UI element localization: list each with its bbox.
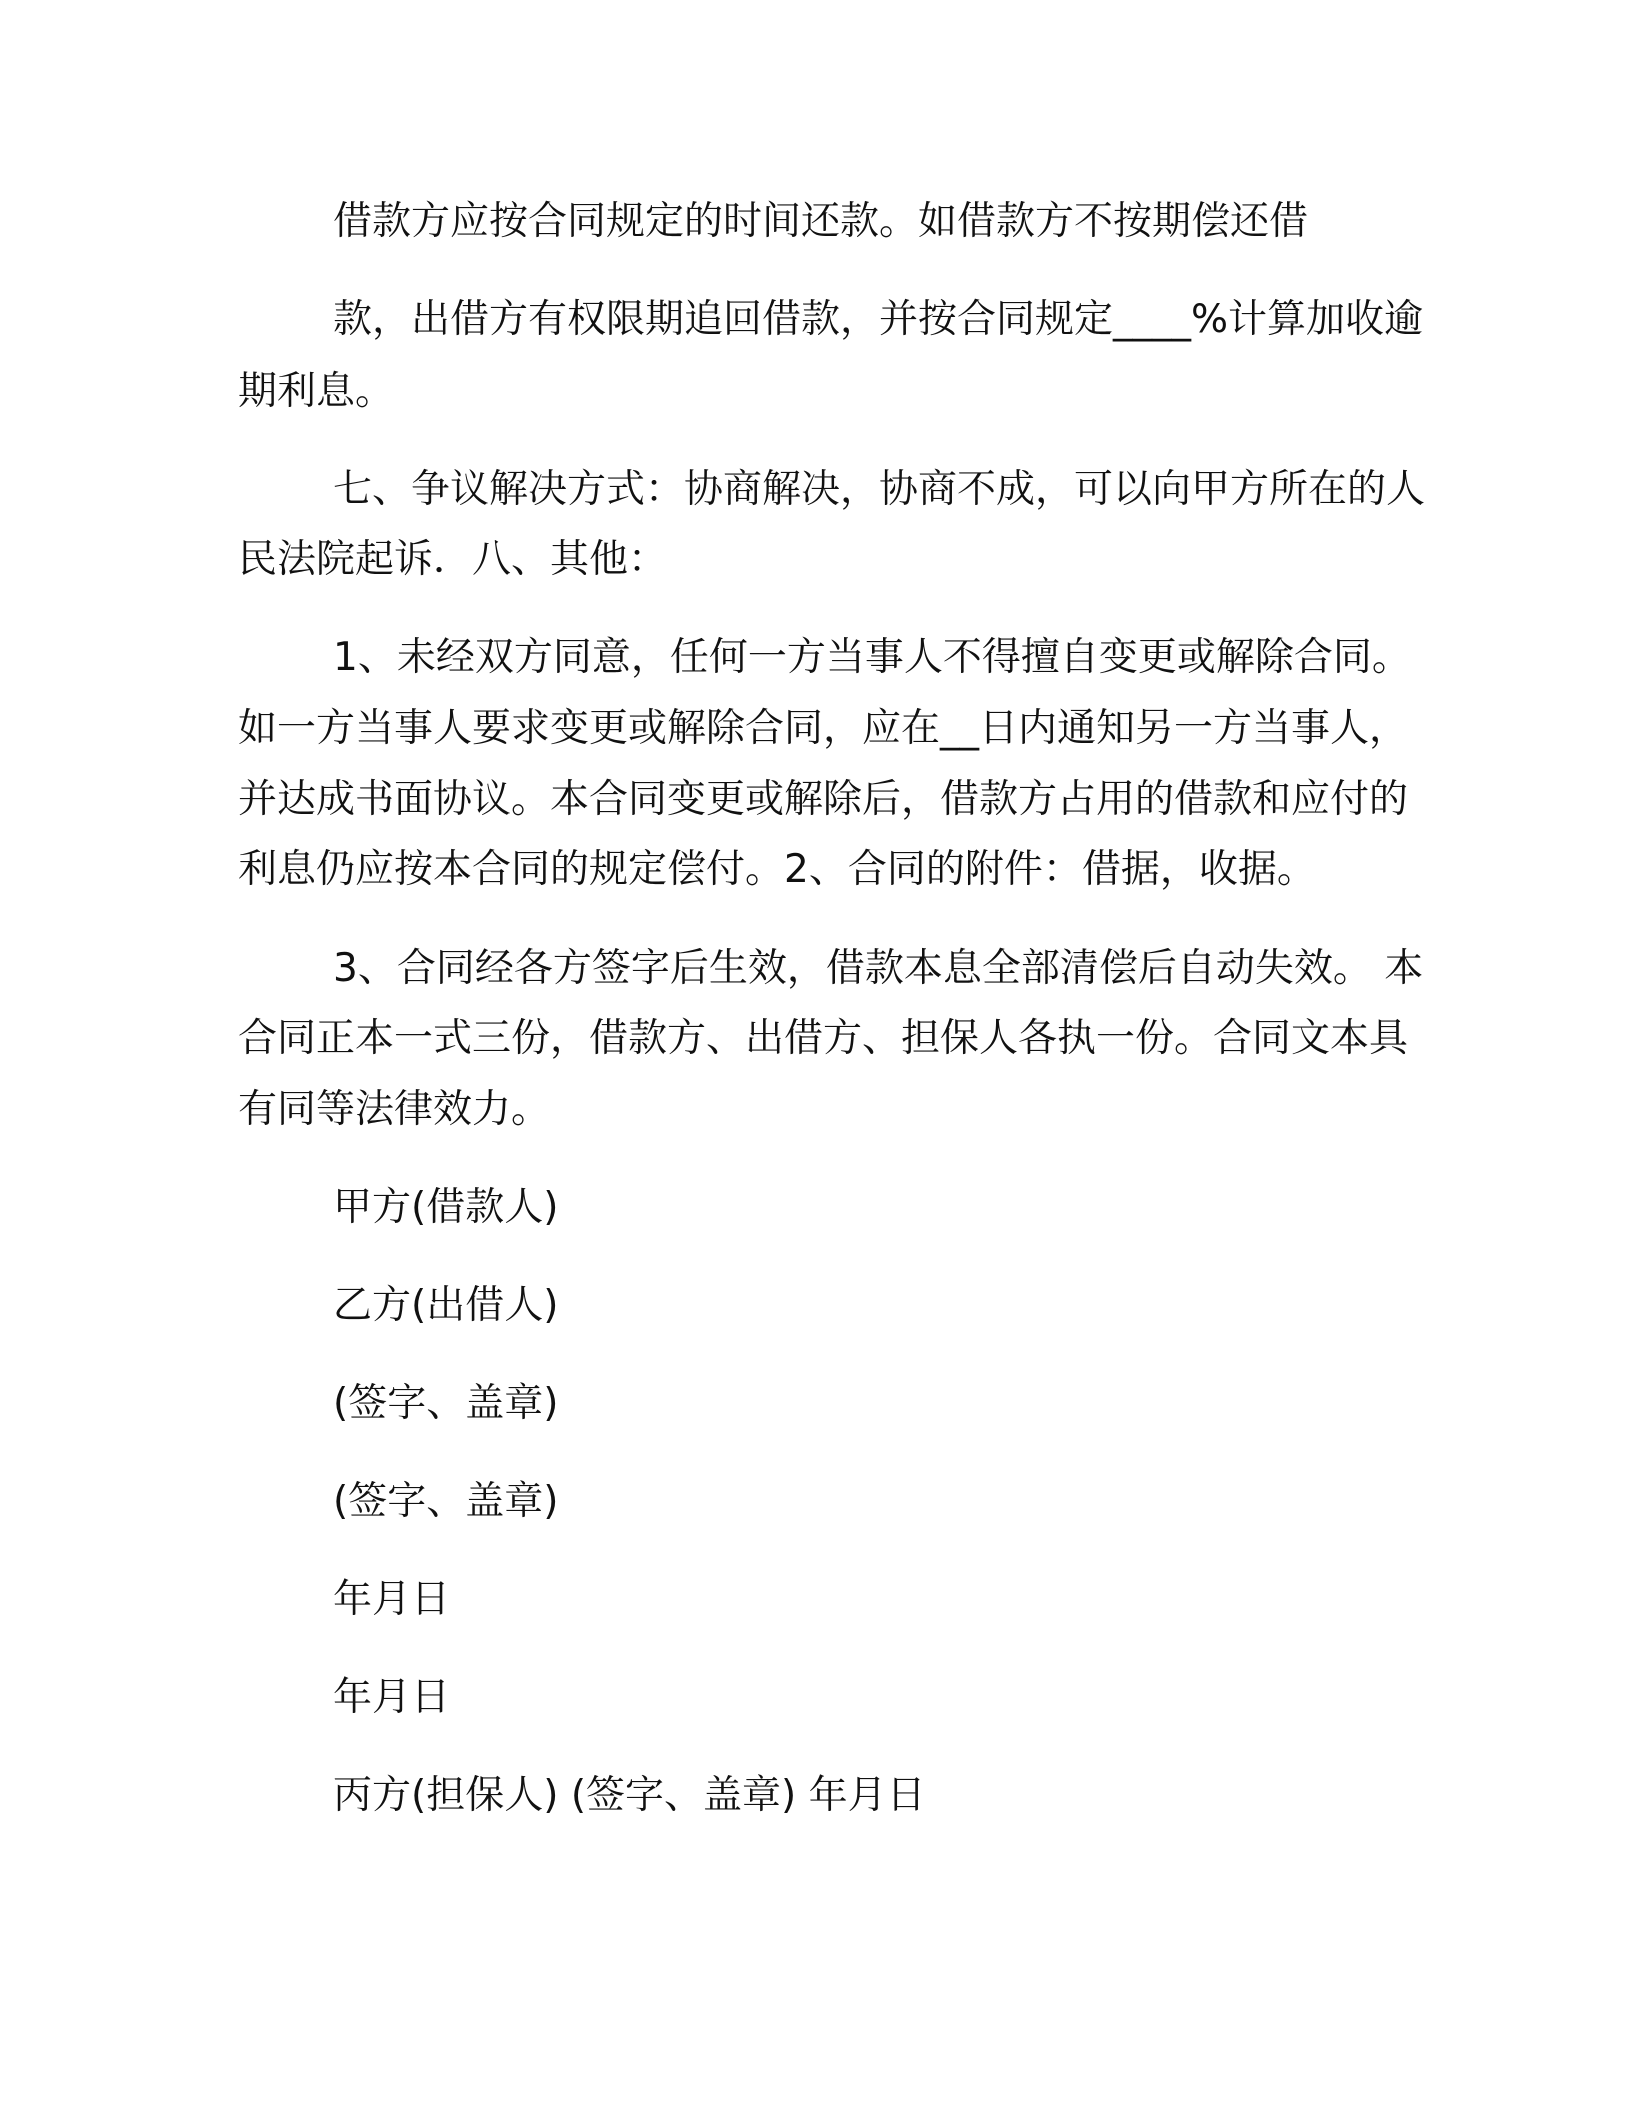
text-line-5: 民法院起诉．八、其他： xyxy=(238,537,668,582)
text-line-2: 款，出借方有权限期追回借款，并按合同规定____%计算加收逾 xyxy=(333,297,1424,342)
text-line-3: 期利息。 xyxy=(238,369,395,414)
party-c-line: 丙方(担保人) (签字、盖章) 年月日 xyxy=(333,1773,926,1818)
text-line-12: 有同等法律效力。 xyxy=(238,1087,551,1132)
text-line-10: 3、合同经各方签字后生效，借款本息全部清偿后自动失效。 本 xyxy=(333,946,1424,991)
text-line-4: 七、争议解决方式：协商解决，协商不成，可以向甲方所在的人 xyxy=(333,467,1426,512)
text-line-9: 利息仍应按本合同的规定偿付。2、合同的附件：借据，收据。 xyxy=(238,847,1316,892)
text-line-8: 并达成书面协议。本合同变更或解除后，借款方占用的借款和应付的 xyxy=(238,777,1409,822)
signature-seal-2: (签字、盖章) xyxy=(333,1479,559,1524)
text-line-6: 1、未经双方同意，任何一方当事人不得擅自变更或解除合同。 xyxy=(333,635,1411,680)
party-a-label: 甲方(借款人) xyxy=(333,1185,559,1230)
text-line-7: 如一方当事人要求变更或解除合同，应在__日内通知另一方当事人， xyxy=(238,706,1409,751)
date-line-1: 年月日 xyxy=(333,1577,451,1622)
signature-seal-1: (签字、盖章) xyxy=(333,1381,559,1426)
text-line-1: 借款方应按合同规定的时间还款。如借款方不按期偿还借 xyxy=(333,199,1309,244)
date-line-2: 年月日 xyxy=(333,1675,451,1720)
text-line-11: 合同正本一式三份，借款方、出借方、担保人各执一份。合同文本具 xyxy=(238,1016,1409,1061)
party-b-label: 乙方(出借人) xyxy=(333,1283,559,1328)
